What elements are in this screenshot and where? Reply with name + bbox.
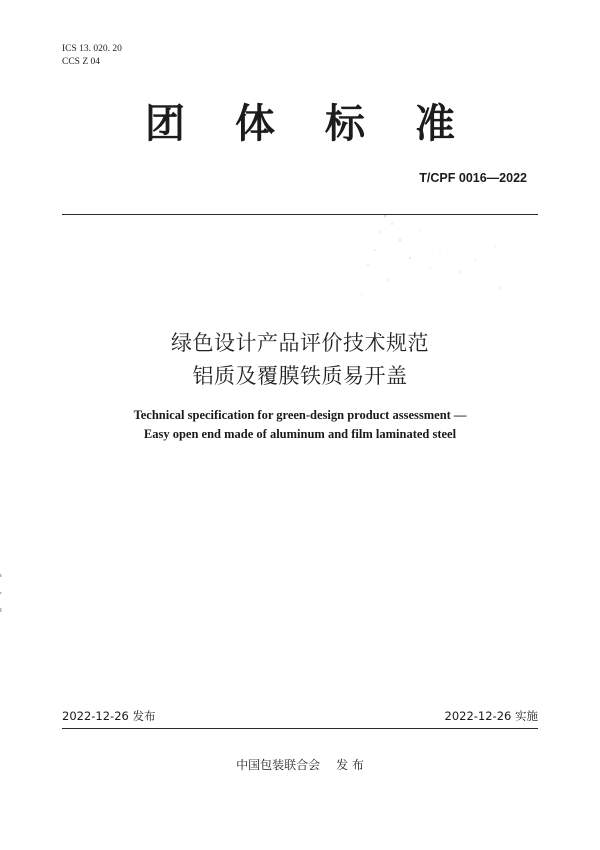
english-title-line-1: Technical specification for green-design product assessment — xyxy=(133,408,467,422)
implementation-date: 2022-12-26 实施 xyxy=(444,709,538,723)
document-type-title xyxy=(0,96,600,152)
publisher-action: 发 布 xyxy=(336,758,364,772)
ics-code: ICS 13. 020. 20 xyxy=(62,44,122,54)
standard-number: T/CPF 0016—2022 xyxy=(419,171,527,185)
publisher-name: 中国包装联合会 xyxy=(236,758,321,772)
scan-specks xyxy=(340,210,520,310)
title-char: 体 xyxy=(235,101,275,147)
bottom-divider xyxy=(62,728,538,729)
issue-date: 2022-12-26 发布 xyxy=(62,709,156,723)
chinese-title xyxy=(0,327,600,393)
title-char: 准 xyxy=(415,101,455,147)
english-title-line-2: Easy open end made of aluminum and film laminated steel xyxy=(143,427,457,441)
ccs-code: CCS Z 04 xyxy=(62,57,101,67)
chinese-title-line-1: 绿色设计产品评价技术规范 xyxy=(171,331,429,355)
title-char: 团 xyxy=(145,101,185,147)
top-divider xyxy=(62,214,538,215)
english-title xyxy=(0,406,600,444)
classification-codes xyxy=(62,43,122,69)
scan-edge-marks xyxy=(0,570,6,630)
publisher xyxy=(0,756,600,773)
chinese-title-line-2: 铝质及覆膜铁质易开盖 xyxy=(192,364,408,388)
title-char: 标 xyxy=(325,101,365,147)
